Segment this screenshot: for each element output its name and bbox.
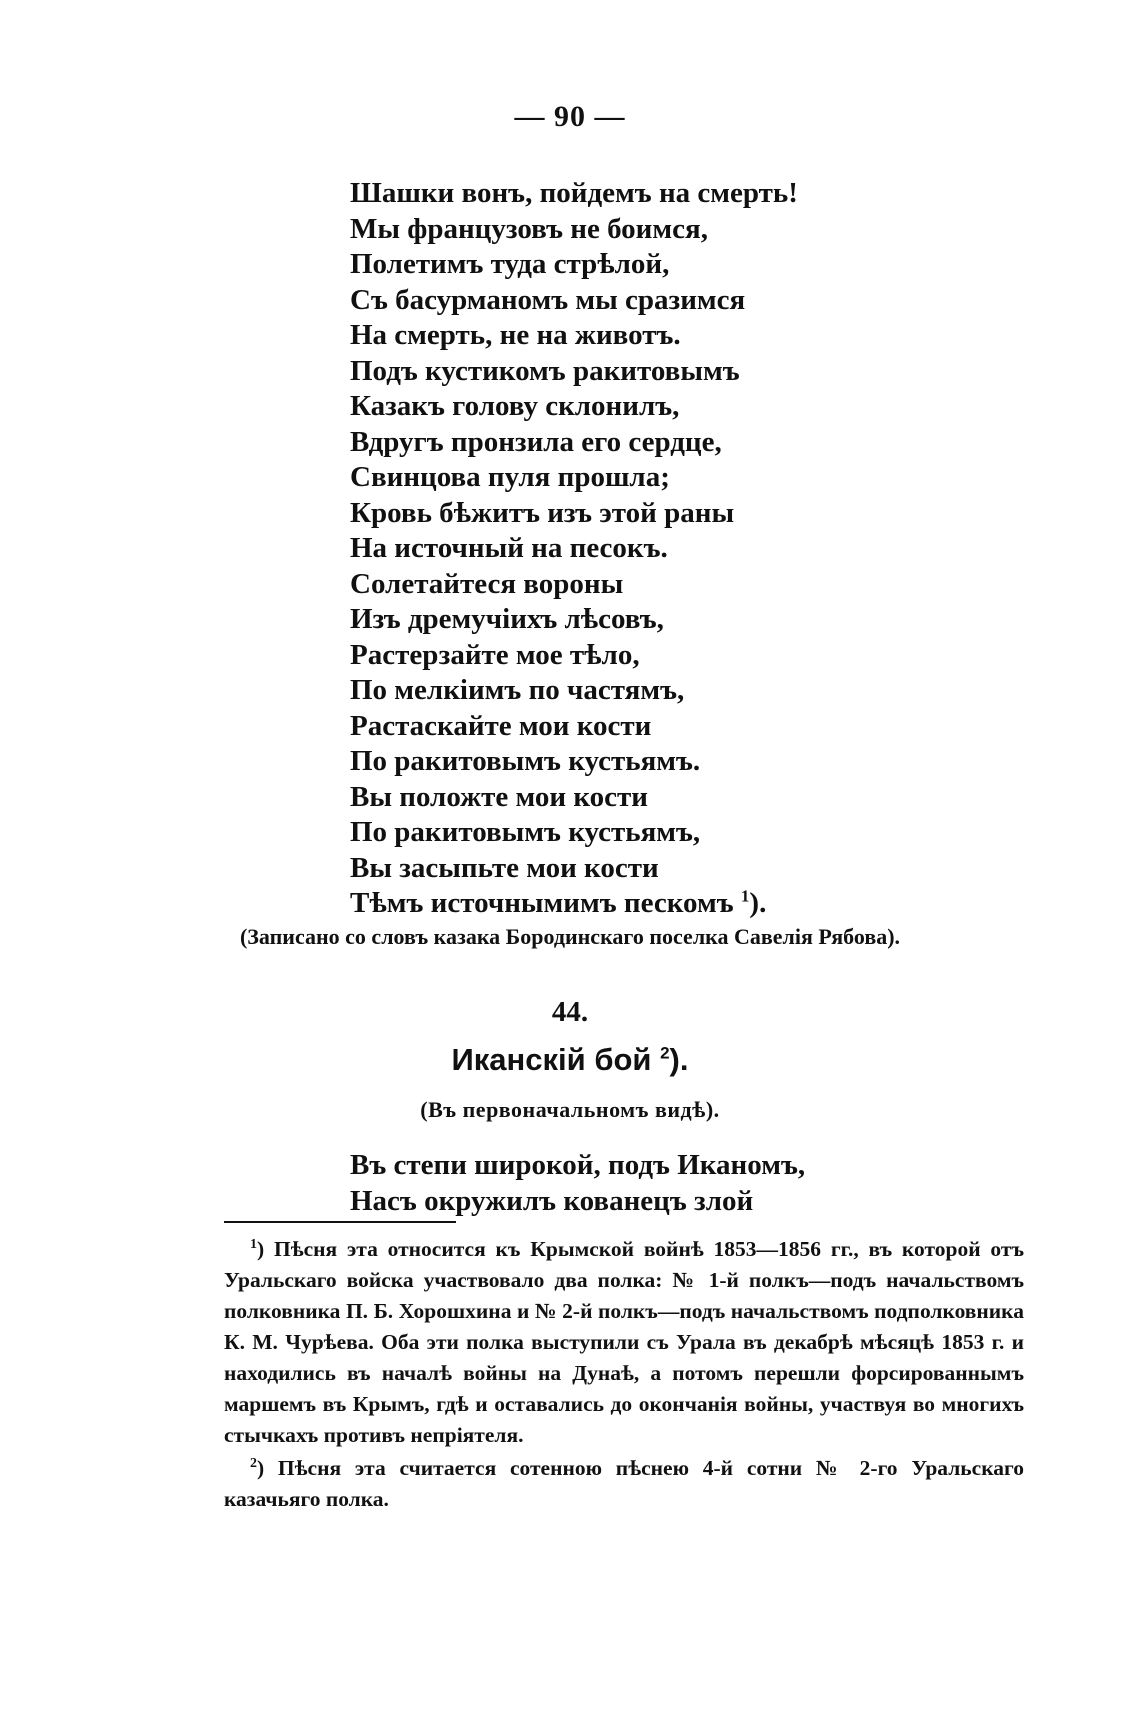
footnote-marker: 2: [250, 1455, 257, 1471]
page-number: — 90 —: [514, 100, 626, 133]
poem-line: Полетимъ туда стрѣлой,: [350, 248, 670, 280]
song-title-text: Иканскiй бой: [451, 1042, 661, 1077]
poem-line: Свинцова пуля прошла;: [350, 461, 670, 493]
footnote-text: ) Пѣсня эта считается сотенною пѣснею 4-й сотни № 2-го Уральскаго казачьяго полка.: [224, 1456, 1024, 1511]
footnote-2: [224, 1453, 1024, 1515]
poem-line: По ракитовымъ кустьямъ,: [350, 816, 701, 848]
footnote-text: ) Пѣсня эта относится къ Крымской войнѣ 1853—1856 гг., въ которой отъ Уральскаго войска участвовало два полка: № 1-й полкъ—подъ начальствомъ полковника П. Б. Хорошхина и № 2-й полкъ—подъ начальствомъ подполковника К. М. Чурѣева. Оба эти полка выступили съ Урала въ декабрѣ мѣсяцѣ 1853 г. и находились въ началѣ войны на Дунаѣ, а потомъ перешли форсированнымъ маршемъ въ Крымъ, гдѣ и оставались до окончанiя войны, участвуя во многихъ стычкахъ противъ непрiятеля.: [224, 1237, 1024, 1447]
poem-line: Изъ дремучiихъ лѣсовъ,: [350, 603, 664, 635]
poem-line: Вы засыпьте мои кости: [350, 851, 659, 884]
poem-line: Растерзайте мое тѣло,: [350, 638, 640, 671]
poem-line: На источный на песокъ.: [350, 532, 668, 564]
footnote-divider: [224, 1221, 456, 1223]
poem-last-line: [350, 886, 798, 922]
poem-line-text: Тѣмъ источнымимъ пескомъ: [350, 887, 741, 919]
song-number: 44.: [551, 996, 589, 1028]
poem-line: Вдругъ пронзила его сердце,: [350, 425, 722, 458]
poem-stanza: [350, 176, 798, 922]
poem-line: Мы французовъ не боимся,: [350, 212, 708, 245]
footnote-1: [224, 1234, 1024, 1451]
poem-line: Растаскайте мои кости: [350, 709, 652, 742]
footnote-ref-2[interactable]: 2: [660, 1043, 670, 1063]
poem-line: На смерть, не на животъ.: [350, 319, 681, 351]
poem-line: Солетайтеся вороны: [350, 567, 624, 600]
poem-line: Подъ кустикомъ ракитовымъ: [350, 354, 740, 387]
poem-line: По ракитовымъ кустьямъ.: [350, 745, 701, 777]
song-stanza: [350, 1148, 805, 1219]
footnote-marker: 1: [250, 1236, 257, 1252]
song-title: [0, 1042, 1140, 1078]
song-line: Насъ окружилъ кованецъ злой: [350, 1184, 754, 1217]
footnote-ref-1[interactable]: 1: [740, 886, 750, 906]
poem-line: По мелкiимъ по частямъ,: [350, 674, 685, 706]
poem-attribution: (Записано со словъ казака Бородинскаго поселка Савелiя Рябова).: [239, 924, 901, 949]
song-line: Въ степи широкой, подъ Иканомъ,: [350, 1149, 806, 1181]
poem-line: Вы положте мои кости: [350, 780, 648, 813]
poem-line: Кровь бѣжитъ изъ этой раны: [350, 496, 735, 529]
footnotes: [224, 1234, 1024, 1515]
song-subtitle: (Въ первоначальномъ видѣ).: [420, 1097, 720, 1122]
poem-line: Съ басурманомъ мы сразимся: [350, 283, 746, 316]
poem-line: Шашки вонъ, пойдемъ на смерть!: [350, 177, 798, 209]
song-title-close: ).: [669, 1042, 689, 1077]
poem-line-close: ).: [749, 887, 767, 919]
poem-line: Казакъ голову склонилъ,: [350, 390, 680, 422]
